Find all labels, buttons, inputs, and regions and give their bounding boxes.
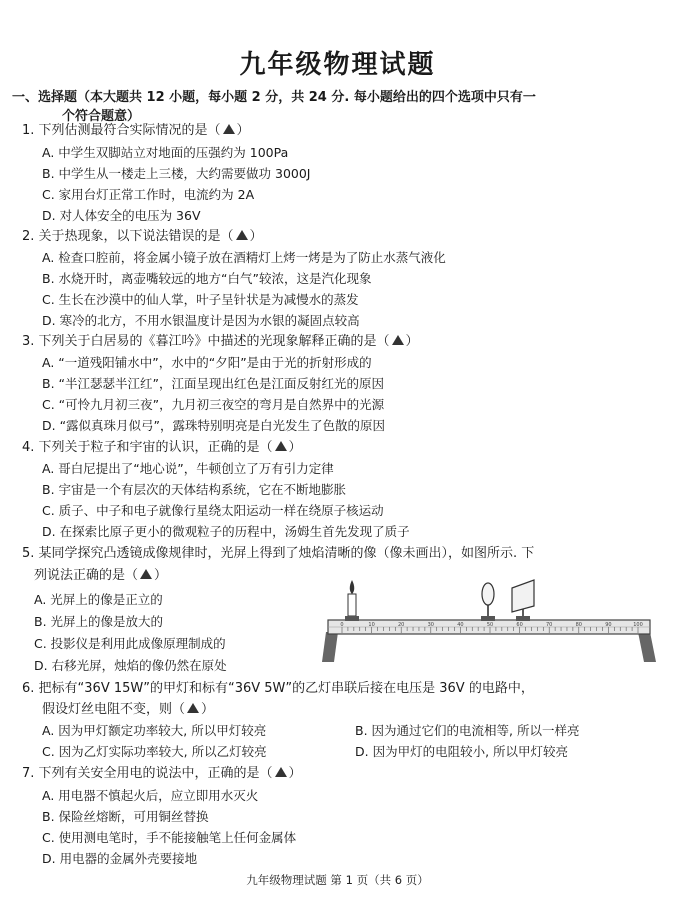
question-1-option-c: C. 家用台灯正常工作时，电流约为 2A <box>42 187 255 202</box>
question-7-stem-close: ） <box>288 766 302 781</box>
answer-triangle-icon <box>275 767 287 777</box>
section-heading-line1: 一、选择题（本大题共 12 小题，每小题 2 分，共 24 分. 每小题给出的四个选项中只有一 <box>12 90 536 105</box>
question-6-option-d: D. 因为甲灯的电阻较小, 所以甲灯较亮 <box>355 744 569 759</box>
answer-triangle-icon <box>236 230 248 240</box>
question-4-stem-text: 4. 下列关于粒子和宇宙的认识，正确的是（ <box>22 440 273 455</box>
ruler-tick-label: 20 <box>398 622 405 628</box>
question-3-option-b: B. “半江瑟瑟半江红”，江面呈现出红色是江面反射红光的原因 <box>42 376 384 391</box>
question-7-option-b: B. 保险丝熔断，可用铜丝替换 <box>42 809 209 824</box>
question-5-stem-line2 <box>34 566 167 586</box>
question-4-option-b: B. 宇宙是一个有层次的天体结构系统，它在不断地膨胀 <box>42 482 347 497</box>
ruler-tick-label: 0 <box>340 622 344 628</box>
question-2-option-c: C. 生长在沙漠中的仙人掌，叶子呈针状是为减慢水的蒸发 <box>42 292 359 307</box>
question-6-option-a: A. 因为甲灯额定功率较大, 所以甲灯较亮 <box>42 723 267 738</box>
question-3-option-c: C. “可怜九月初三夜”，九月初三夜空的弯月是自然界中的光源 <box>42 397 385 412</box>
page-title: 九年级物理试题 <box>239 50 436 80</box>
question-7-option-c: C. 使用测电笔时，手不能接触笔上任何金属体 <box>42 830 297 845</box>
question-4-stem <box>22 438 302 458</box>
question-5-option-a: A. 光屏上的像是正立的 <box>34 592 163 607</box>
question-2-stem-text: 2. 关于热现象，以下说法错误的是（ <box>22 229 234 244</box>
question-2-stem <box>22 227 263 247</box>
question-5-stem-line2-text: 列说法正确的是（ <box>34 568 139 583</box>
question-3-stem-text: 3. 下列关于白居易的《暮江吟》中描述的光现象解释正确的是（ <box>22 334 390 349</box>
question-3-stem-close: ） <box>405 334 419 349</box>
ruler-tick-label: 30 <box>427 622 434 628</box>
convex-lens-icon <box>481 583 495 621</box>
question-6-stem-line2-text: 假设灯丝电阻不变，则（ <box>42 702 186 717</box>
question-4-option-a: A. 哥白尼提出了“地心说”，牛顿创立了万有引力定律 <box>42 461 334 476</box>
question-5-option-c: C. 投影仪是利用此成像原理制成的 <box>34 636 226 651</box>
question-5-option-d: D. 右移光屏，烛焰的像仍然在原处 <box>34 658 227 673</box>
question-7-stem <box>22 764 302 784</box>
question-6-option-b: B. 因为通过它们的电流相等, 所以一样亮 <box>355 723 580 738</box>
ruler-tick-label: 10 <box>368 622 375 628</box>
optical-bench-figure <box>320 576 660 670</box>
question-1-stem-text: 1. 下列估测最符合实际情况的是（ <box>22 123 221 138</box>
question-1-option-d: D. 对人体安全的电压为 36V <box>42 208 201 223</box>
light-screen-icon <box>512 580 534 621</box>
question-3-option-a: A. “一道残阳铺水中”，水中的“夕阳”是由于光的折射形成的 <box>42 355 372 370</box>
question-3-stem <box>22 332 419 352</box>
bench-left-leg <box>322 632 338 662</box>
ruler-tick-label: 100 <box>633 622 643 628</box>
answer-triangle-icon <box>187 703 199 713</box>
question-4-stem-close: ） <box>288 440 302 455</box>
question-1-stem-close: ） <box>236 123 250 138</box>
answer-triangle-icon <box>223 124 235 134</box>
ruler-tick-label: 40 <box>457 622 464 628</box>
answer-triangle-icon <box>140 569 152 579</box>
question-2-option-b: B. 水烧开时，离壶嘴较远的地方“白气”较浓，这是汽化现象 <box>42 271 372 286</box>
question-5-stem: 5. 某同学探究凸透镜成像规律时，光屏上得到了烛焰清晰的像（像未画出），如图所示. 下 <box>22 546 535 561</box>
question-7-option-a: A. 用电器不慎起火后，应立即用水灭火 <box>42 788 259 803</box>
ruler-tick-label: 50 <box>486 622 494 628</box>
question-1-option-b: B. 中学生从一楼走上三楼，大约需要做功 3000J <box>42 166 311 181</box>
question-6-option-c: C. 因为乙灯实际功率较大, 所以乙灯较亮 <box>42 744 267 759</box>
question-1-stem <box>22 121 250 141</box>
ruler-tick-label: 60 <box>516 622 523 628</box>
question-2-stem-close: ） <box>249 229 263 244</box>
question-6-stem: 6. 把标有“36V 15W”的甲灯和标有“36V 5W”的乙灯串联后接在电压是 36V 的电路中， <box>22 681 534 696</box>
question-6-stem-line2 <box>42 700 214 720</box>
question-6-stem-close: ） <box>201 702 215 717</box>
answer-triangle-icon <box>275 441 287 451</box>
candle-icon <box>345 580 359 621</box>
question-1-option-a: A. 中学生双脚站立对地面的压强约为 100Pa <box>42 145 289 160</box>
ruler-tick-label: 70 <box>546 622 553 628</box>
question-7-option-d: D. 用电器的金属外壳要接地 <box>42 851 198 866</box>
question-5-stem-close: ） <box>154 568 168 583</box>
question-2-option-d: D. 寒冷的北方，不用水银温度计是因为水银的凝固点较高 <box>42 313 360 328</box>
question-4-option-c: C. 质子、中子和电子就像行星绕太阳运动一样在绕原子核运动 <box>42 503 384 518</box>
question-4-option-d: D. 在探索比原子更小的微观粒子的历程中，汤姆生首先发现了质子 <box>42 524 410 539</box>
bench-right-leg <box>638 632 656 662</box>
question-2-option-a: A. 检查口腔前，将金属小镜子放在酒精灯上烤一烤是为了防止水蒸气液化 <box>42 250 446 265</box>
section-heading-line2: 个符合题意） <box>62 109 141 124</box>
ruler-tick-label: 90 <box>605 622 612 628</box>
page-footer: 九年级物理试题 第 1 页（共 6 页） <box>246 873 429 887</box>
answer-triangle-icon <box>392 335 404 345</box>
ruler-tick-label: 80 <box>575 622 582 628</box>
question-3-option-d: D. “露似真珠月似弓”，露珠特别明亮是白光发生了色散的原因 <box>42 418 386 433</box>
question-5-option-b: B. 光屏上的像是放大的 <box>34 614 164 629</box>
question-7-stem-text: 7. 下列有关安全用电的说法中，正确的是（ <box>22 766 273 781</box>
